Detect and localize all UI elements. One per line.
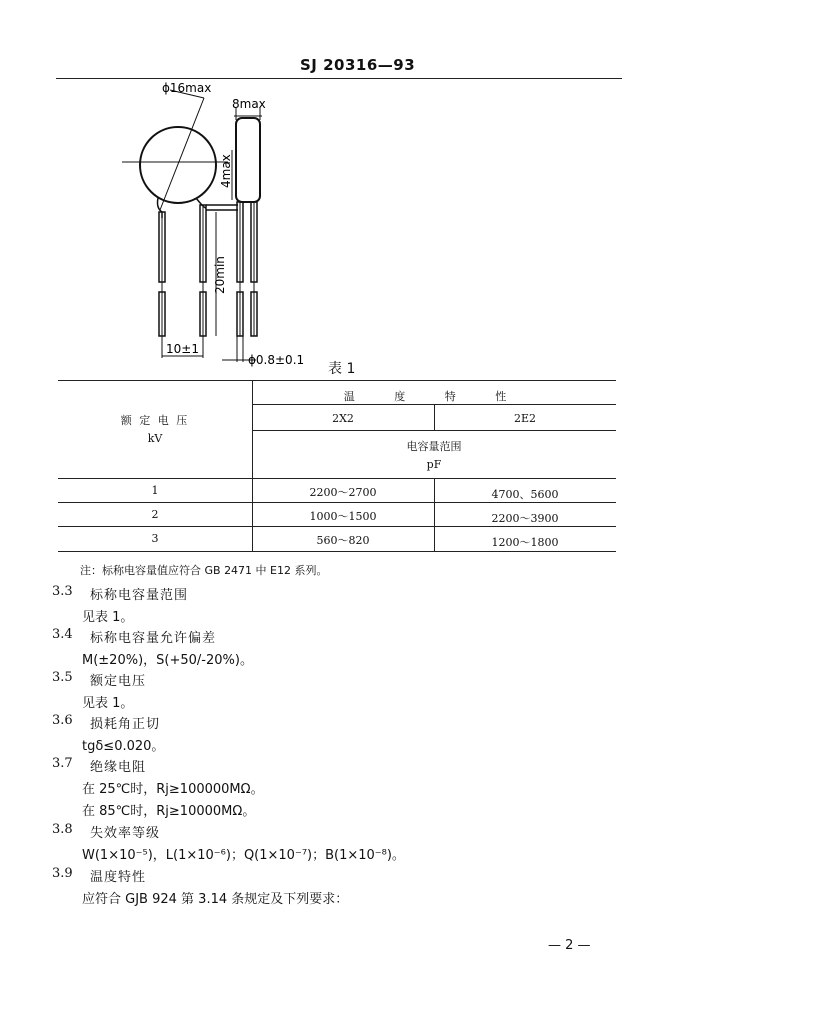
col-header-2x2: 2X2	[332, 412, 354, 425]
dim-lead-length-label: 20min	[213, 256, 227, 294]
dim-height-label: 4max	[219, 154, 233, 188]
table-cell-2x2: 560～820	[316, 534, 370, 547]
cap-range-header: 电容量范围	[406, 440, 462, 453]
page-number: — 2 —	[548, 938, 591, 953]
table-row-voltage: 1	[151, 484, 159, 497]
section-body: 见表 1。	[82, 696, 134, 711]
temp-characteristic-header: 温 度 特 性	[343, 390, 525, 403]
section-body: M(±20%)，S(+50/-20%)。	[82, 653, 253, 668]
table-row-voltage: 3	[151, 532, 159, 545]
section-number: 3.4	[52, 627, 73, 642]
section-title: 额定电压	[90, 674, 147, 689]
section-body: tgδ≤0.020。	[82, 739, 165, 754]
section-body: 在 85℃时，Rj≥10000MΩ。	[82, 804, 256, 819]
section-title: 失效率等级	[90, 826, 161, 841]
dim-thickness-label: 8max	[232, 97, 266, 111]
capacitor-outline-drawing	[100, 80, 380, 370]
diameter-line	[160, 98, 204, 210]
dim-lead-spacing-label: 10±1	[166, 342, 199, 356]
section-number: 3.5	[52, 670, 73, 685]
section-title: 损耗角正切	[90, 717, 161, 732]
table-cell-2e2: 2200～3900	[491, 512, 559, 525]
table-note: 注：标称电容量值应符合 GB 2471 中 E12 系列。	[80, 564, 328, 577]
dim-lead-diameter-label: ϕ0.8±0.1	[248, 353, 305, 367]
section-title: 温度特性	[90, 870, 147, 885]
section-number: 3.6	[52, 713, 73, 728]
dim-diameter-label: ϕ16max	[162, 81, 212, 95]
table-cell-2e2: 1200～1800	[491, 536, 559, 549]
section-body: 应符合 GJB 924 第 3.14 条规定及下列要求：	[82, 892, 349, 907]
section-body: 在 25℃时，Rj≥100000MΩ。	[82, 782, 264, 797]
rated-voltage-unit: kV	[147, 432, 163, 445]
col-header-2e2: 2E2	[513, 412, 537, 425]
section-title: 标称电容量范围	[90, 588, 189, 603]
table-title: 表 1	[328, 361, 356, 377]
section-number: 3.9	[52, 866, 73, 881]
section-body: W(1×10⁻⁵)，L(1×10⁻⁶)；Q(1×10⁻⁷)；B(1×10⁻⁸)。	[82, 848, 405, 863]
table-cell-2x2: 1000～1500	[309, 510, 377, 523]
rated-voltage-header: 额 定 电 压	[120, 414, 190, 427]
section-number: 3.7	[52, 756, 73, 771]
capacitance-table	[58, 380, 616, 552]
disc-body-side	[236, 118, 260, 202]
section-number: 3.3	[52, 584, 73, 599]
document-number-header: SJ 20316—93	[300, 56, 416, 74]
section-body: 见表 1。	[82, 610, 134, 625]
section-title: 绝缘电阻	[90, 760, 147, 775]
table-row-voltage: 2	[151, 508, 159, 521]
table-cell-2x2: 2200～2700	[309, 486, 377, 499]
section-title: 标称电容量允许偏差	[90, 631, 217, 646]
header-rule	[56, 78, 622, 79]
section-number: 3.8	[52, 822, 73, 837]
table-cell-2e2: 4700、5600	[491, 488, 559, 501]
cap-range-unit: pF	[426, 458, 442, 471]
